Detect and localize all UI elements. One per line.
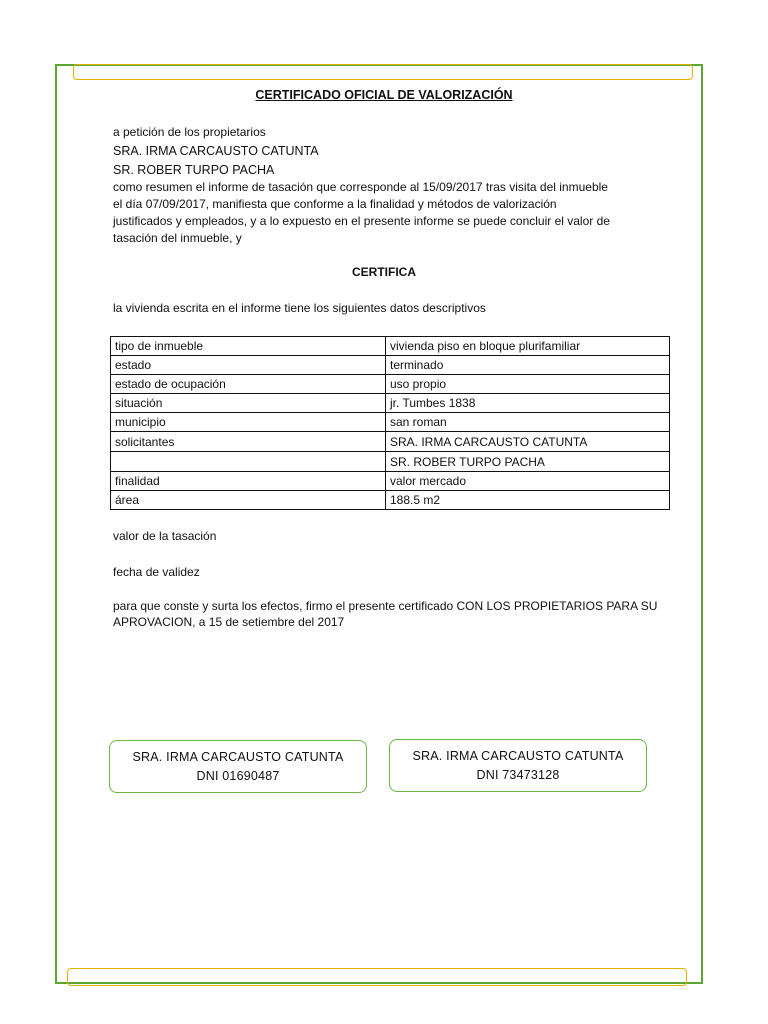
row-value: jr. Tumbes 1838	[386, 394, 670, 413]
table-row	[111, 413, 670, 432]
row-value: terminado	[386, 356, 670, 375]
table-row	[111, 432, 670, 452]
table-intro-line: la vivienda escrita en el informe tiene los siguientes datos descriptivos	[113, 301, 486, 315]
row-value: uso propio	[386, 375, 670, 394]
owner-1-line: SRA. IRMA CARCAUSTO CATUNTA	[113, 144, 319, 158]
top-decorative-band	[73, 64, 693, 80]
signature-box-right	[389, 739, 647, 792]
owner-2-line: SR. ROBER TURPO PACHA	[113, 163, 275, 177]
signature-dni: DNI 01690487	[196, 769, 280, 783]
signature-name: SRA. IRMA CARCAUSTO CATUNTA	[412, 749, 624, 763]
row-label	[111, 452, 386, 472]
row-label: finalidad	[111, 472, 386, 491]
row-value: 188.5 m2	[386, 491, 670, 510]
intro-line: a petición de los propietarios	[113, 125, 266, 139]
table-row	[111, 491, 670, 510]
row-value: SR. ROBER TURPO PACHA	[386, 452, 670, 472]
table-row	[111, 394, 670, 413]
row-value: SRA. IRMA CARCAUSTO CATUNTA	[386, 432, 670, 452]
row-value: vivienda piso en bloque plurifamiliar	[386, 337, 670, 356]
valor-tasacion-label: valor de la tasación	[113, 529, 217, 543]
closing-paragraph: para que conste y surta los efectos, firmo el presente certificado CON LOS PROPIETARIOS PARA SU APROVACION, a 15 de setiembre del 2017	[113, 599, 658, 629]
row-label: municipio	[111, 413, 386, 432]
property-data-table	[110, 336, 670, 510]
row-label: solicitantes	[111, 432, 386, 452]
row-label: área	[111, 491, 386, 510]
table-row	[111, 337, 670, 356]
row-label: tipo de inmueble	[111, 337, 386, 356]
fecha-validez-label: fecha de validez	[113, 565, 200, 579]
signature-box-left	[109, 740, 367, 793]
row-value: san roman	[386, 413, 670, 432]
signature-name: SRA. IRMA CARCAUSTO CATUNTA	[132, 750, 344, 764]
bottom-decorative-band	[67, 968, 687, 986]
table-row	[111, 375, 670, 394]
certifica-heading: CERTIFICA	[352, 265, 416, 279]
signature-dni: DNI 73473128	[476, 768, 560, 782]
row-label: estado	[111, 356, 386, 375]
row-label: situación	[111, 394, 386, 413]
document-title: CERTIFICADO OFICIAL DE VALORIZACIÓN	[255, 88, 513, 102]
row-value: valor mercado	[386, 472, 670, 491]
row-label: estado de ocupación	[111, 375, 386, 394]
table-row	[111, 356, 670, 375]
table-row	[111, 452, 670, 472]
summary-paragraph: como resumen el informe de tasación que corresponde al 15/09/2017 tras visita del inmueble el día 07/09/2017, manifiesta que conforme a la finalidad y métodos de valorización justificados y empleados, y a lo expuesto en el presente informe se puede concluir el valor de tasación del inmueble, y	[113, 180, 610, 245]
table-row	[111, 472, 670, 491]
